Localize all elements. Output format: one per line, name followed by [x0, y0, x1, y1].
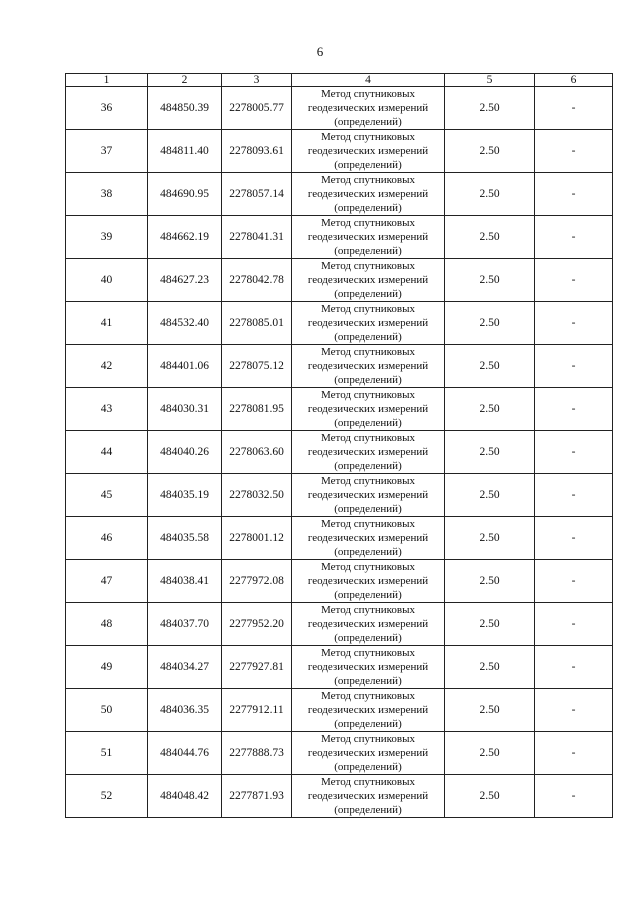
coordinate-x-cell: 484044.76	[148, 732, 222, 775]
coordinate-x-cell: 484037.70	[148, 603, 222, 646]
table-row	[66, 646, 613, 689]
method-line: геодезических измерений	[307, 145, 429, 157]
method-cell	[292, 603, 445, 646]
note-cell: -	[535, 302, 613, 345]
point-number-cell: 39	[66, 216, 148, 259]
column-header-1: 1	[66, 74, 148, 87]
coordinate-y-cell: 2277912.11	[222, 689, 292, 732]
coordinate-x-cell: 484662.19	[148, 216, 222, 259]
coordinate-x-cell: 484038.41	[148, 560, 222, 603]
coordinate-y-cell: 2278001.12	[222, 517, 292, 560]
table-row	[66, 216, 613, 259]
table-row	[66, 474, 613, 517]
accuracy-cell: 2.50	[445, 517, 535, 560]
table-row	[66, 431, 613, 474]
note-cell: -	[535, 87, 613, 130]
coordinate-x-cell: 484811.40	[148, 130, 222, 173]
method-line: Метод спутниковых	[321, 174, 415, 186]
note-cell: -	[535, 517, 613, 560]
note-cell: -	[535, 216, 613, 259]
method-line: геодезических измерений	[307, 231, 429, 243]
note-cell: -	[535, 431, 613, 474]
method-line: геодезических измерений	[307, 317, 429, 329]
column-header-5: 5	[445, 74, 535, 87]
method-line: геодезических измерений	[307, 403, 429, 415]
point-number-cell: 40	[66, 259, 148, 302]
page-number: 6	[316, 44, 324, 59]
point-number-cell: 50	[66, 689, 148, 732]
method-line: (определений)	[334, 589, 402, 601]
coordinate-x-cell: 484048.42	[148, 775, 222, 818]
table-row	[66, 560, 613, 603]
method-cell	[292, 689, 445, 732]
method-line: Метод спутниковых	[321, 131, 415, 143]
point-number-cell: 36	[66, 87, 148, 130]
coordinate-x-cell: 484401.06	[148, 345, 222, 388]
method-cell	[292, 388, 445, 431]
method-line: Метод спутниковых	[321, 346, 415, 358]
table-row	[66, 689, 613, 732]
accuracy-cell: 2.50	[445, 560, 535, 603]
coordinate-y-cell: 2277871.93	[222, 775, 292, 818]
method-cell	[292, 732, 445, 775]
method-line: геодезических измерений	[307, 188, 429, 200]
method-line: (определений)	[334, 417, 402, 429]
accuracy-cell: 2.50	[445, 603, 535, 646]
method-cell	[292, 431, 445, 474]
table-row	[66, 345, 613, 388]
method-line: геодезических измерений	[307, 446, 429, 458]
method-line: геодезических измерений	[307, 489, 429, 501]
accuracy-cell: 2.50	[445, 87, 535, 130]
accuracy-cell: 2.50	[445, 216, 535, 259]
method-line: Метод спутниковых	[321, 432, 415, 444]
accuracy-cell: 2.50	[445, 130, 535, 173]
point-number-cell: 49	[66, 646, 148, 689]
accuracy-cell: 2.50	[445, 732, 535, 775]
method-cell	[292, 302, 445, 345]
accuracy-cell: 2.50	[445, 775, 535, 818]
table-row	[66, 130, 613, 173]
point-number-cell: 47	[66, 560, 148, 603]
method-line: геодезических измерений	[307, 575, 429, 587]
point-number-cell: 45	[66, 474, 148, 517]
coordinate-x-cell: 484034.27	[148, 646, 222, 689]
method-line: (определений)	[334, 675, 402, 687]
note-cell: -	[535, 173, 613, 216]
coordinate-y-cell: 2278075.12	[222, 345, 292, 388]
accuracy-cell: 2.50	[445, 173, 535, 216]
note-cell: -	[535, 345, 613, 388]
table-body	[66, 87, 613, 818]
accuracy-cell: 2.50	[445, 345, 535, 388]
method-line: (определений)	[334, 116, 402, 128]
method-line: (определений)	[334, 159, 402, 171]
method-line: (определений)	[334, 761, 402, 773]
accuracy-cell: 2.50	[445, 646, 535, 689]
method-cell	[292, 216, 445, 259]
table-header-row	[66, 74, 613, 87]
column-header-3: 3	[222, 74, 292, 87]
coordinate-y-cell: 2278085.01	[222, 302, 292, 345]
coordinate-x-cell: 484030.31	[148, 388, 222, 431]
note-cell: -	[535, 775, 613, 818]
method-line: Метод спутниковых	[321, 475, 415, 487]
table-row	[66, 87, 613, 130]
method-line: Метод спутниковых	[321, 303, 415, 315]
coordinate-y-cell: 2278093.61	[222, 130, 292, 173]
method-line: Метод спутниковых	[321, 518, 415, 530]
column-header-2: 2	[148, 74, 222, 87]
method-line: (определений)	[334, 718, 402, 730]
table-row	[66, 388, 613, 431]
table-row	[66, 302, 613, 345]
method-line: (определений)	[334, 288, 402, 300]
coordinate-y-cell: 2278041.31	[222, 216, 292, 259]
method-line: геодезических измерений	[307, 747, 429, 759]
method-line: (определений)	[334, 374, 402, 386]
accuracy-cell: 2.50	[445, 302, 535, 345]
note-cell: -	[535, 474, 613, 517]
coordinate-y-cell: 2278032.50	[222, 474, 292, 517]
method-line: геодезических измерений	[307, 274, 429, 286]
method-cell	[292, 775, 445, 818]
method-cell	[292, 646, 445, 689]
method-line: (определений)	[334, 245, 402, 257]
method-line: Метод спутниковых	[321, 776, 415, 788]
coordinate-y-cell: 2278081.95	[222, 388, 292, 431]
note-cell: -	[535, 259, 613, 302]
point-number-cell: 44	[66, 431, 148, 474]
accuracy-cell: 2.50	[445, 431, 535, 474]
method-cell	[292, 259, 445, 302]
method-line: Метод спутниковых	[321, 733, 415, 745]
coordinate-y-cell: 2277927.81	[222, 646, 292, 689]
coordinate-y-cell: 2277888.73	[222, 732, 292, 775]
coordinate-x-cell: 484532.40	[148, 302, 222, 345]
note-cell: -	[535, 560, 613, 603]
coordinate-y-cell: 2278042.78	[222, 259, 292, 302]
method-cell	[292, 87, 445, 130]
method-line: геодезических измерений	[307, 360, 429, 372]
method-cell	[292, 345, 445, 388]
accuracy-cell: 2.50	[445, 259, 535, 302]
coordinate-y-cell: 2278063.60	[222, 431, 292, 474]
method-line: Метод спутниковых	[321, 647, 415, 659]
method-line: (определений)	[334, 804, 402, 816]
table-row	[66, 775, 613, 818]
method-line: (определений)	[334, 503, 402, 515]
accuracy-cell: 2.50	[445, 474, 535, 517]
coordinate-x-cell: 484036.35	[148, 689, 222, 732]
method-cell	[292, 474, 445, 517]
point-number-cell: 48	[66, 603, 148, 646]
method-line: геодезических измерений	[307, 704, 429, 716]
accuracy-cell: 2.50	[445, 689, 535, 732]
point-number-cell: 41	[66, 302, 148, 345]
method-line: (определений)	[334, 331, 402, 343]
method-line: (определений)	[334, 460, 402, 472]
method-line: геодезических измерений	[307, 618, 429, 630]
note-cell: -	[535, 689, 613, 732]
method-line: (определений)	[334, 202, 402, 214]
method-line: (определений)	[334, 546, 402, 558]
method-line: Метод спутниковых	[321, 690, 415, 702]
coordinate-y-cell: 2277972.08	[222, 560, 292, 603]
method-cell	[292, 560, 445, 603]
table-row	[66, 603, 613, 646]
point-number-cell: 42	[66, 345, 148, 388]
coordinate-x-cell: 484850.39	[148, 87, 222, 130]
coordinate-y-cell: 2277952.20	[222, 603, 292, 646]
method-cell	[292, 130, 445, 173]
note-cell: -	[535, 388, 613, 431]
method-cell	[292, 517, 445, 560]
coordinate-x-cell: 484627.23	[148, 259, 222, 302]
method-line: Метод спутниковых	[321, 260, 415, 272]
column-header-6: 6	[535, 74, 613, 87]
method-line: Метод спутниковых	[321, 88, 415, 100]
coordinate-x-cell: 484035.19	[148, 474, 222, 517]
point-number-cell: 52	[66, 775, 148, 818]
note-cell: -	[535, 732, 613, 775]
method-line: геодезических измерений	[307, 790, 429, 802]
point-number-cell: 37	[66, 130, 148, 173]
method-line: Метод спутниковых	[321, 604, 415, 616]
method-line: Метод спутниковых	[321, 561, 415, 573]
method-line: Метод спутниковых	[321, 389, 415, 401]
point-number-cell: 46	[66, 517, 148, 560]
table-row	[66, 517, 613, 560]
point-number-cell: 38	[66, 173, 148, 216]
method-line: Метод спутниковых	[321, 217, 415, 229]
table-row	[66, 732, 613, 775]
method-line: геодезических измерений	[307, 661, 429, 673]
point-number-cell: 43	[66, 388, 148, 431]
method-line: геодезических измерений	[307, 532, 429, 544]
method-line: геодезических измерений	[307, 102, 429, 114]
coordinate-y-cell: 2278005.77	[222, 87, 292, 130]
coordinate-x-cell: 484690.95	[148, 173, 222, 216]
table-row	[66, 173, 613, 216]
method-line: (определений)	[334, 632, 402, 644]
table-row	[66, 259, 613, 302]
note-cell: -	[535, 646, 613, 689]
coordinate-x-cell: 484040.26	[148, 431, 222, 474]
coordinate-x-cell: 484035.58	[148, 517, 222, 560]
point-number-cell: 51	[66, 732, 148, 775]
column-header-4: 4	[292, 74, 445, 87]
note-cell: -	[535, 603, 613, 646]
accuracy-cell: 2.50	[445, 388, 535, 431]
coordinates-table	[65, 73, 613, 818]
note-cell: -	[535, 130, 613, 173]
method-cell	[292, 173, 445, 216]
coordinate-y-cell: 2278057.14	[222, 173, 292, 216]
